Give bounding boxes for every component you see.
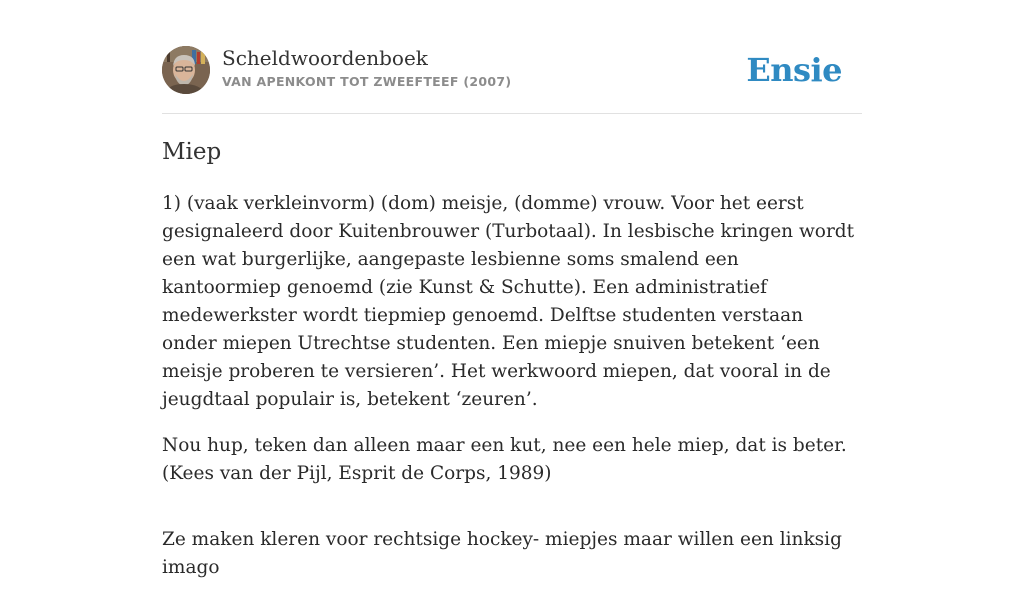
- ensie-logo[interactable]: Ensie: [746, 51, 842, 89]
- author-portrait-icon: [162, 46, 210, 94]
- entry-term: Miep: [162, 139, 222, 165]
- book-subtitle: VAN APENKONT TOT ZWEEFTEEF (2007): [222, 74, 512, 89]
- quote-paragraph: Nou hup, teken dan alleen maar een kut, nee een hele miep, dat is beter. (Kees van der Pijl, Esprit de Corps, 1989): [162, 435, 847, 484]
- header: [162, 46, 862, 96]
- book-title[interactable]: Scheldwoordenboek: [222, 46, 428, 70]
- author-avatar[interactable]: [162, 46, 210, 94]
- definition-paragraph: 1) (vaak verkleinvorm) (dom) meisje, (domme) vrouw. Voor het eerst gesignaleerd door Kuitenbrouwer (Turbotaal). In lesbische kringen wordt een wat burgerlijke, aangepaste lesbienne soms smalend een kantoormiep genoemd (zie Kunst & Schutte). Een administratief medewerkster wordt tiepmiep genoemd. Delftse studenten verstaan onder miepen Utrechtse studenten. Een miepje snuiven betekent ‘een meisje proberen te versieren’. Het werkwoord miepen, dat vooral in de jeugdtaal populair is, betekent ‘zeuren’.: [162, 193, 855, 410]
- quote-paragraph: Ze maken kleren voor rechtsige hockey- miepjes maar willen een linksig imago: [162, 529, 842, 578]
- header-divider: [162, 113, 862, 114]
- entry-content: [162, 190, 862, 600]
